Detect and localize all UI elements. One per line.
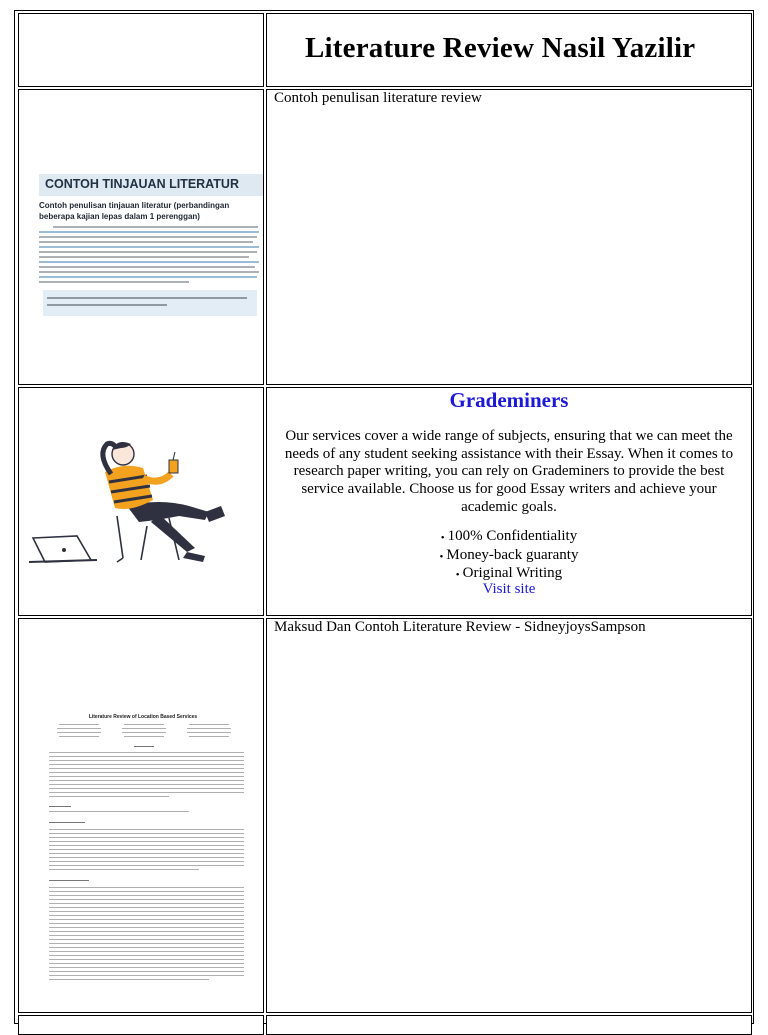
bottom-right-cell xyxy=(266,1015,752,1035)
paper-thumbnail-cell xyxy=(18,618,264,1013)
bottom-left-cell xyxy=(18,1015,264,1035)
header-cell xyxy=(266,13,752,87)
thumbnail-heading-bar xyxy=(39,174,263,196)
paper-title: Literature Review of Location Based Services xyxy=(88,714,198,720)
laptop-icon xyxy=(29,536,97,562)
thumbnail-note-box xyxy=(43,290,257,316)
literature-thumbnail-cell xyxy=(18,89,264,385)
feature-label: Original Writing xyxy=(462,565,563,581)
grademiners-description: Our services cover a wide range of subjects, ensuring that we can meet the needs of any student seeking assistance with their Essay. When it comes to research paper writing, you can rely on Grademiners to provide the best service available. Choose us for good Essay writers and achieve your academic goals. xyxy=(284,428,734,515)
feature-label: 100% Confidentiality xyxy=(447,528,578,544)
illustration-cell xyxy=(18,387,264,616)
page-title: Literature Review Nasil Yazilir xyxy=(305,32,696,64)
paper-thumbnail-image[interactable] xyxy=(29,714,257,994)
chair-icon xyxy=(117,516,179,562)
header-empty-cell xyxy=(18,13,264,87)
literature-caption-cell xyxy=(266,89,752,385)
literature-caption: Contoh penulisan literature review xyxy=(274,90,482,106)
literature-review-image[interactable] xyxy=(33,170,263,320)
feature-label: Money-back guaranty xyxy=(446,546,579,563)
paper-caption: Maksud Dan Contoh Literature Review - SidneyjoysSampson xyxy=(274,619,646,635)
feature-item xyxy=(267,547,751,566)
relaxing-student-illustration xyxy=(19,388,263,615)
visit-site-link[interactable]: Visit site xyxy=(482,581,536,597)
thumbnail-heading: CONTOH TINJAUAN LITERATUR xyxy=(45,177,239,191)
cup-icon xyxy=(169,452,178,473)
thumbnail-subheading: Contoh penulisan tinjauan literatur (perbandingan beberapa kajian lepas dalam 1 perenggan) xyxy=(39,201,230,221)
grademiners-title: Grademiners xyxy=(449,388,569,412)
paper-caption-cell xyxy=(266,618,752,1013)
grademiners-cell xyxy=(266,387,752,616)
feature-item xyxy=(267,528,751,547)
feature-list xyxy=(267,528,751,584)
